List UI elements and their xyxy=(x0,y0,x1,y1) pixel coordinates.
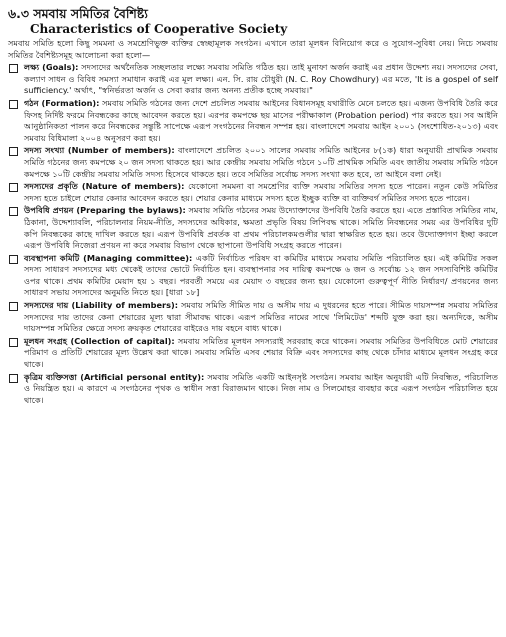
list-item-managing-committee xyxy=(8,253,498,299)
item-term: গঠন (Formation): xyxy=(24,97,100,108)
section-heading-bn: ৬.৩ সমবায় সমিতির বৈশিষ্ট্য xyxy=(8,6,148,21)
item-term: উপবিধি প্রণয়ন (Preparing the bylaws): xyxy=(24,205,186,216)
item-text: সমবায় সমিতির মূলধন সদস্যরাই সরবরাহ করে থাকেন। সমবায় সমিতির উপবিধিতে মোট শেয়ারের পরিমাণ ও প্রতিটি শেয়ারের মূল্য উল্লেখ করা থাকে। সমবায় সমিতি এসব শেয়ার বিক্রি এবং সদস্যদের কাছ থেকে চাঁদার মাধ্যমে মূলধন সংগ্রহ করে থাকে। xyxy=(24,335,498,370)
list-item-capital xyxy=(8,336,498,371)
list-item-nature-of-members xyxy=(8,181,498,204)
list-item-number-of-members xyxy=(8,145,498,180)
item-text: বাংলাদেশে প্রচলিত ২০০১ সালের সমবায় সমিতি আইনের ৮(১ক) ধারা অনুযায়ী প্রাথমিক সমবায় সমিতি গঠনের জন্য কমপক্ষে ২০ জন সদস্য থাকতে হয়। আর কেন্দ্রীয় সমবায় সমিতি গঠনে ১০টি প্রাথমিক সমিতি এবং জাতীয় সমবায় সমিতি গঠনে কমপক্ষে ১০টি কেন্দ্রীয় সমবায় সমিতি সদস্য হিসেবে থাকতে হয়। তবে সমিতির সর্বোচ্চ সদস্য সংখ্যা কত হবে, তা আইনে বলা নেই। xyxy=(24,145,498,179)
item-text: সমবায় সমিতি গঠনের জন্য দেশে প্রচলিত সমবায় আইনের বিধানসমূহ যথারীতি মেনে চলতে হয়। এজন্য উপবিধি তৈরি করে ফিসহ নির্দিষ্ট ফরমে নিবন্ধকের কাছে আবেদন করতে হয়। এরপর কমপক্ষে ছয় মাসের পরীক্ষাকাল (Probation period) পার করতে হয়। সব আইনি আনুষ্ঠানিকতা পালন করে নিবন্ধকের সন্তুষ্টি সাপেক্ষে এরূপ সংগঠনের নিবন্ধন সম্পন্ন হয়। বাংলাদেশে সমবায় আইন ২০০১ (সংশোধিত-২০১৩) এবং সমবায় বিধিমালা ২০০৪ অনুসরণ করা হয়। xyxy=(24,97,498,143)
list-item-artificial-entity xyxy=(8,372,498,407)
checkbox-bullet-icon xyxy=(9,147,18,156)
checkbox-bullet-icon xyxy=(9,338,18,347)
list-item-liability xyxy=(8,300,498,335)
item-term: সদস্য সংখ্যা (Number of members): xyxy=(24,145,175,156)
item-text: একটি নির্বাচিত পরিষদ বা কমিটির মাধ্যমে সমবায় সমিতি পরিচালিত হয়। এই কমিটির সকল সদস্য সাধারণ সদস্যদের মধ্য থেকেই তাদের ভোটে নির্বাচিত হন। ব্যবস্থাপনার সব দায়িত্ব কমপক্ষে ৬ জন ও সর্বোচ্চ ১২ জন সদস্যবিশিষ্ট কমিটির ওপর থাকে। প্রথম কমিটির মেয়াদ হয় ১ বছর। পরবর্তী সময়ে এর মেয়াদ ৩ বছরের জন্য হয়। যেকোনো গুরুত্বপূর্ণ নীতি নির্ধারণ/ প্রণয়নের জন্য সাধারণ সভায় সদস্যদের অনুমতি নিতে হয়। [ধারা ১৮] xyxy=(24,252,498,298)
item-term: সদস্যদের দায় (Liability of members): xyxy=(24,300,178,311)
item-term: সদস্যদের প্রকৃতি (Nature of members): xyxy=(24,181,185,192)
item-text: সদস্যদের অর্থনৈতিক সচ্ছলতার লক্ষ্যে সমবায় সমিতি গঠিত হয়। তাই মুনাফা অর্জন করাই এর প্রধান উদ্দেশ্য নয়। সদস্যদের সেবা, কল্যাণ সাধন ও বিবিধ সমস্যা সমাধান করাই এর মূল লক্ষ্য। এন. সি. রায় চৌধুরী (N. C. Roy Chowdhury) এর মতে, 'It is a gospel of self sufficiency.' অর্থাৎ, "স্বনির্ভরতা অর্জন ও সেবা করার জন্য অনন্য প্রতীক হচ্ছে সমবায়।" xyxy=(24,62,498,96)
checkbox-bullet-icon xyxy=(9,302,18,311)
item-term: ব্যবস্থাপনা কমিটি (Managing committee): xyxy=(24,252,193,263)
list-item-goals xyxy=(8,62,498,97)
list-item-bylaws xyxy=(8,205,498,251)
item-text: সমবায় সমিতি সীমিত দায় ও অসীম দায় এ দুধরনের হতে পারে। সীমিত দায়সম্পন্ন সমবায় সমিতির সদস্যদের দায় তাদের কেনা শেয়ারের মূল্য দ্বারা সীমাবদ্ধ থাকে। এরূপ সমিতির নামের সাথে 'লিমিটেড' শব্দটি যুক্ত করা হয়। অন্যদিকে, অসীম দায়সম্পন্ন সমিতির ক্ষেত্রে সদস্য ক্রয়কৃত শেয়ারের বাইরেও দায় বহনে বাধ্য থাকে। xyxy=(24,300,498,334)
checkbox-bullet-icon xyxy=(9,207,18,216)
checkbox-bullet-icon xyxy=(9,255,18,264)
item-term: কৃত্রিম ব্যক্তিসত্তা (Artificial personal entity): xyxy=(24,371,205,382)
item-text: যেকোনো সমমনা বা সমশ্রেণির ব্যক্তি সমবায় সমিতির সদস্য হতে পারেন। নতুন কেউ সমিতির সদস্য হতে চাইলে শেয়ার কেনার আবেদন করতে হয়। শেয়ার কেনার মাধ্যমে সদস্য হতে ইচ্ছুক ব্যক্তি বা ব্যক্তিবর্গ সমিতির সদস্য হতে পারেন। xyxy=(24,181,498,203)
checkbox-bullet-icon xyxy=(9,64,18,73)
checkbox-bullet-icon xyxy=(9,100,18,109)
section-heading-en: Characteristics of Cooperative Society xyxy=(30,22,288,36)
intro-paragraph: সমবায় সমিতি হলো কিছু সমমনা ও সমশ্রেণিভুক্ত ব্যক্তির স্বেচ্ছামূলক সংগঠন। এখানে তারা মূলধন বিনিয়োগ করে ও সুযোগ-সুবিধা নেয়। নিচে সমবায় সমিতির বৈশিষ্ট্যসমূহ আলোচনা করা হলো— xyxy=(8,38,498,60)
item-text: সমবায় সমিতি একটি আইনসৃষ্ট সংগঠন। সমবায় আইন অনুযায়ী এটি নিবন্ধিত, পরিচালিত ও নিয়ন্ত্রিত হয়। এ কারণে এ সংগঠনের পৃথক ও স্বাধীন সত্তা বিরাজমান থাকে। নিজ নাম ও সিলমোহর ব্যবহার করে এরূপ সংগঠন পরিচালিত হয়ে থাকে। xyxy=(24,371,498,405)
item-text: সমবায় সমিতি গঠনের সময় উদ্যোক্তাদের উপবিধি তৈরি করতে হয়। এতে প্রস্তাবিত সমিতির নাম, ঠিকানা, উদ্দেশ্যাবলি, পরিচালনার নিয়ম-নীতি, সদস্যদের অধিকার, ক্ষমতা প্রভৃতি বিষয় লিপিবদ্ধ থাকে। সমিতি নিবন্ধনের সময় এর উপবিধির দুটি কপি নিবন্ধকের কাছে দাখিল করতে হয়। এরূপ উপবিধি প্রবর্তক বা প্রথম পরিচালকমণ্ডলীর দ্বারা স্বাক্ষরিত হতে হয়। তবে উদ্যোক্তাগণ ইচ্ছা করলে এরূপ উপবিধি নিজেরা প্রণয়ন না করে সমবায় বিভাগ থেকে ছাপানো উপবিধি সংগ্রহ করতে পারেন। xyxy=(24,205,498,251)
item-term: মূলধন সংগ্রহ (Collection of capital): xyxy=(24,335,175,346)
list-item-formation xyxy=(8,98,498,144)
checkbox-bullet-icon xyxy=(9,374,18,383)
item-term: লক্ষ্য (Goals): xyxy=(24,62,79,73)
checkbox-bullet-icon xyxy=(9,183,18,192)
